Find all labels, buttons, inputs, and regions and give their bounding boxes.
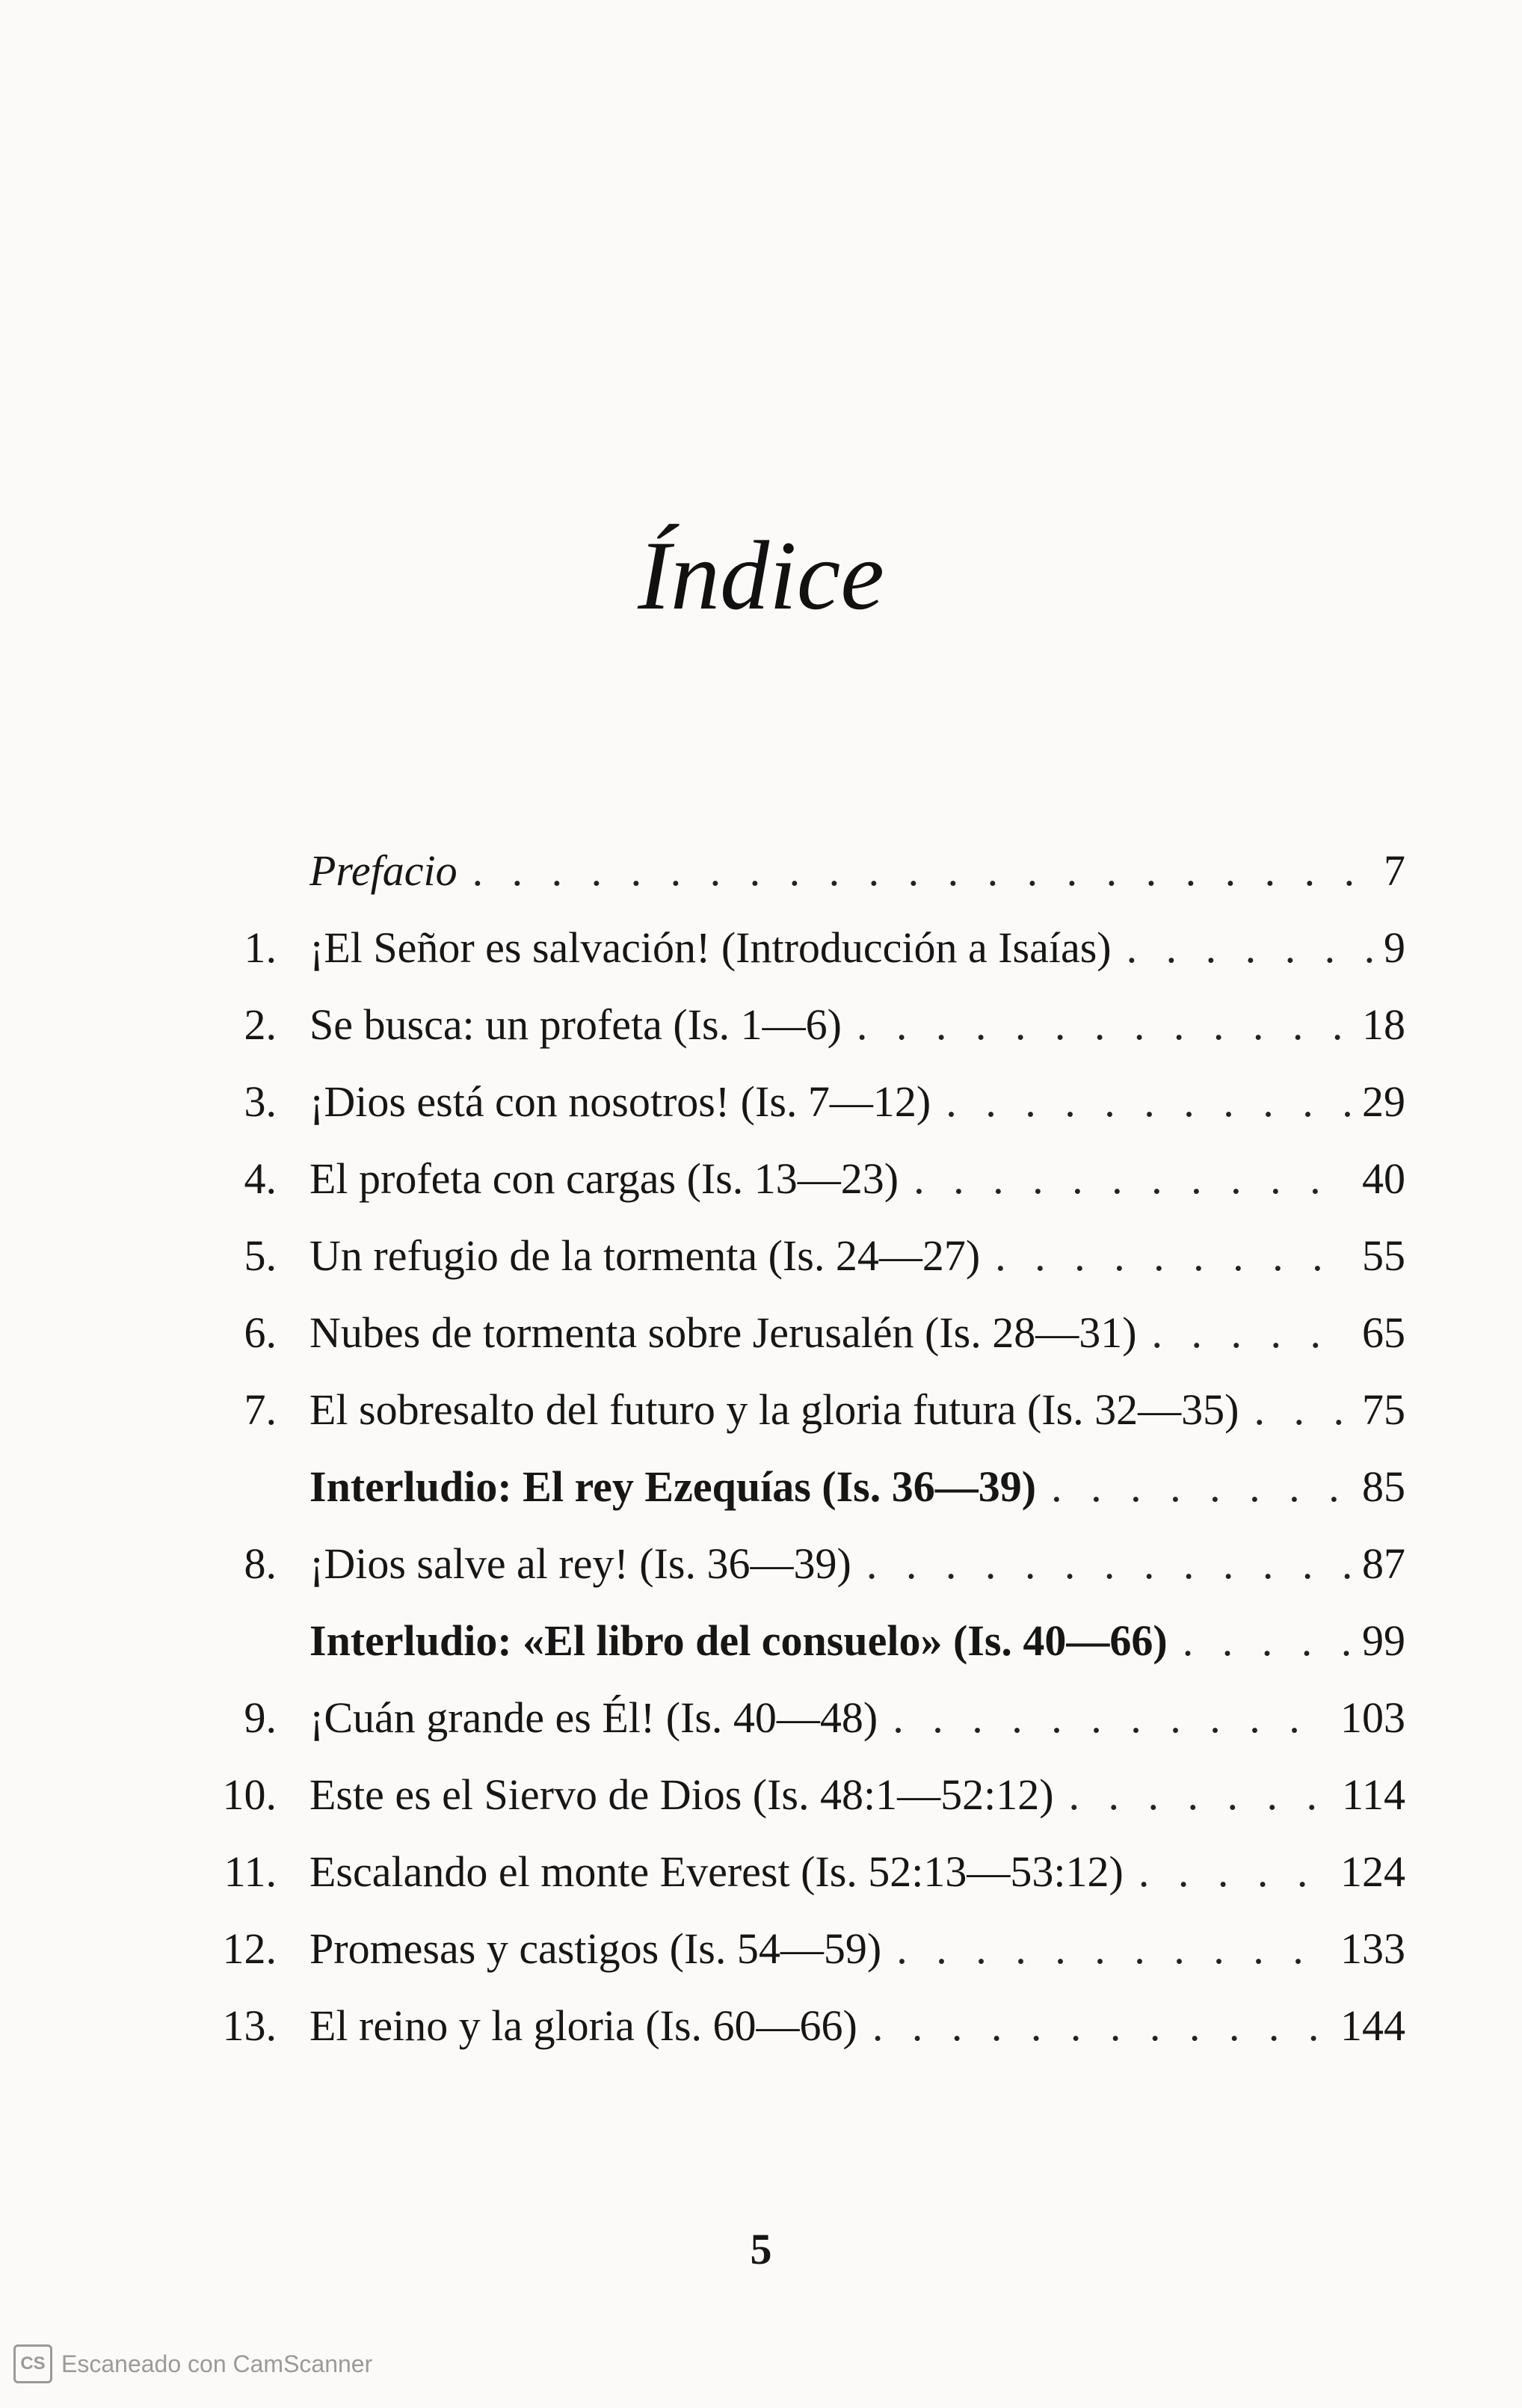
toc-page-number: 9 — [1384, 923, 1405, 972]
toc-dot-leader — [857, 986, 1352, 1063]
toc-page-number: 29 — [1362, 1077, 1405, 1126]
toc-entry-title: Un refugio de la tormenta (Is. 24—27) — [309, 1231, 981, 1280]
toc-row — [179, 1371, 1405, 1448]
toc-entry-title: Nubes de tormenta sobre Jerusalén (Is. 28—31) — [309, 1308, 1137, 1357]
toc-row — [179, 1448, 1405, 1525]
toc-entry-title: El sobresalto del futuro y la gloria futura (Is. 32—35) — [309, 1385, 1239, 1434]
toc-dot-leader — [913, 1140, 1352, 1217]
toc-page-number: 65 — [1362, 1308, 1405, 1357]
toc-dot-leader — [866, 1525, 1352, 1602]
toc-entry-title: ¡Dios salve al rey! (Is. 36—39) — [309, 1539, 851, 1588]
toc-chapter-number: 3. — [244, 1077, 277, 1126]
table-of-contents — [179, 832, 1405, 2064]
camscanner-logo-icon: CS — [13, 2344, 52, 2383]
toc-chapter-number: 5. — [244, 1231, 277, 1280]
toc-entry — [309, 1371, 1405, 1448]
toc-page-number: 99 — [1362, 1616, 1405, 1665]
toc-dot-leader — [1183, 1602, 1352, 1679]
toc-entry-title: ¡Cuán grande es Él! (Is. 40—48) — [309, 1693, 878, 1742]
toc-dot-leader — [1152, 1294, 1352, 1371]
toc-chapter-number: 10. — [222, 1770, 277, 1819]
toc-page-number: 7 — [1384, 846, 1405, 895]
toc-row — [179, 1217, 1405, 1294]
toc-entry — [309, 1602, 1405, 1679]
toc-row — [179, 1063, 1405, 1140]
toc-page-number: 87 — [1362, 1539, 1405, 1588]
toc-entry — [309, 1294, 1405, 1371]
page-title: Índice — [638, 520, 884, 630]
toc-dot-leader — [946, 1063, 1352, 1140]
toc-dot-leader — [472, 832, 1373, 909]
toc-entry — [309, 1756, 1405, 1833]
toc-entry-title: Este es el Siervo de Dios (Is. 48:1—52:12) — [309, 1770, 1054, 1819]
toc-entry-title: Interludio: «El libro del consuelo» (Is. 40—66) — [309, 1616, 1168, 1665]
scanner-watermark — [13, 2344, 372, 2383]
toc-entry-title: Promesas y castigos (Is. 54—59) — [309, 1924, 882, 1973]
toc-dot-leader — [1254, 1371, 1352, 1448]
toc-dot-leader — [1069, 1756, 1332, 1833]
toc-entry — [309, 1217, 1405, 1294]
toc-entry-title: Interludio: El rey Ezequías (Is. 36—39) — [309, 1462, 1037, 1511]
toc-entry — [309, 1063, 1405, 1140]
toc-page-number: 124 — [1340, 1847, 1405, 1896]
toc-entry-title: El reino y la gloria (Is. 60—66) — [309, 2001, 857, 2050]
toc-dot-leader — [995, 1217, 1352, 1294]
toc-chapter-number: 11. — [224, 1847, 277, 1896]
toc-chapter-number: 1. — [244, 923, 277, 972]
toc-chapter-number: 8. — [244, 1539, 277, 1588]
toc-page-number: 144 — [1340, 2001, 1405, 2050]
toc-page-number: 133 — [1340, 1924, 1405, 1973]
toc-row — [179, 1294, 1405, 1371]
toc-row — [179, 1140, 1405, 1217]
toc-entry — [309, 1140, 1405, 1217]
toc-row — [179, 986, 1405, 1063]
toc-dot-leader — [1127, 909, 1373, 986]
toc-row — [179, 1987, 1405, 2064]
toc-row — [179, 1679, 1405, 1756]
toc-page-number: 55 — [1362, 1231, 1405, 1280]
page-number: 5 — [750, 2225, 772, 2273]
toc-chapter-number: 9. — [244, 1693, 277, 1742]
toc-row — [179, 1602, 1405, 1679]
toc-entry — [309, 1525, 1405, 1602]
toc-entry-title: ¡El Señor es salvación! (Introducción a Isaías) — [309, 923, 1112, 972]
toc-page-number: 85 — [1362, 1462, 1405, 1511]
toc-dot-leader — [893, 1679, 1330, 1756]
toc-chapter-number: 13. — [222, 2001, 277, 2050]
toc-entry-title: Prefacio — [309, 846, 457, 895]
toc-entry — [309, 909, 1405, 986]
toc-row — [179, 1833, 1405, 1910]
toc-row — [179, 1525, 1405, 1602]
toc-chapter-number: 12. — [222, 1924, 277, 1973]
toc-page-number: 114 — [1342, 1770, 1405, 1819]
toc-entry — [309, 1833, 1405, 1910]
toc-chapter-number: 6. — [244, 1308, 277, 1357]
toc-entry-title: El profeta con cargas (Is. 13—23) — [309, 1154, 899, 1203]
toc-entry — [309, 1679, 1405, 1756]
toc-dot-leader — [1051, 1448, 1352, 1525]
toc-entry — [309, 832, 1405, 909]
toc-page-number: 75 — [1362, 1385, 1405, 1434]
toc-row — [179, 909, 1405, 986]
toc-dot-leader — [1139, 1833, 1330, 1910]
toc-entry — [309, 986, 1405, 1063]
watermark-text: Escaneado con CamScanner — [61, 2350, 373, 2377]
toc-entry-title: ¡Dios está con nosotros! (Is. 7—12) — [309, 1077, 931, 1126]
toc-row — [179, 832, 1405, 909]
toc-entry — [309, 1987, 1405, 2064]
toc-row — [179, 1756, 1405, 1833]
toc-chapter-number: 4. — [244, 1154, 277, 1203]
toc-dot-leader — [896, 1910, 1330, 1987]
toc-entry-title: Se busca: un profeta (Is. 1—6) — [309, 1000, 842, 1049]
toc-entry-title: Escalando el monte Everest (Is. 52:13—53:12) — [309, 1847, 1124, 1896]
toc-page-number: 18 — [1362, 1000, 1405, 1049]
toc-row — [179, 1910, 1405, 1987]
toc-chapter-number: 2. — [244, 1000, 277, 1049]
toc-chapter-number: 7. — [244, 1385, 277, 1434]
toc-entry — [309, 1448, 1405, 1525]
toc-entry — [309, 1910, 1405, 1987]
toc-page-number: 40 — [1362, 1154, 1405, 1203]
toc-dot-leader — [872, 1987, 1330, 2064]
toc-page-number: 103 — [1340, 1693, 1405, 1742]
